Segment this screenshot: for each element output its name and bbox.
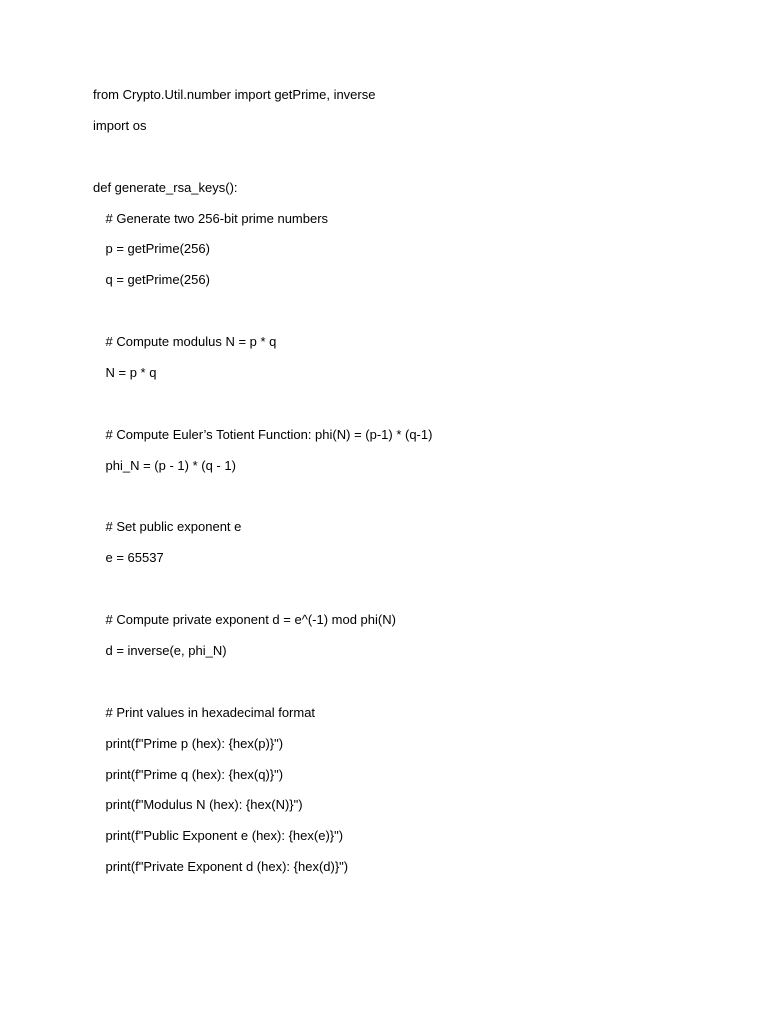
code-line: d = inverse(e, phi_N) <box>105 643 227 659</box>
code-line: print(f"Modulus N (hex): {hex(N)}") <box>105 797 303 813</box>
code-line: N = p * q <box>105 365 157 381</box>
code-comment: # Compute modulus N = p * q <box>105 334 277 350</box>
blank-line <box>93 394 693 425</box>
code-line: phi_N = (p - 1) * (q - 1) <box>105 457 236 473</box>
code-line: e = 65537 <box>105 550 164 566</box>
code-comment: # Set public exponent e <box>105 519 242 535</box>
code-line: print(f"Prime p (hex): {hex(p)}") <box>105 735 284 751</box>
code-line: def generate_rsa_keys(): <box>93 179 238 195</box>
code-line: import os <box>93 117 147 133</box>
blank-line <box>93 487 693 518</box>
blank-line <box>93 672 693 703</box>
document-body <box>93 85 693 888</box>
code-line: print(f"Private Exponent d (hex): {hex(d)}") <box>105 859 349 875</box>
code-line: p = getPrime(256) <box>105 241 210 257</box>
code-comment: # Compute private exponent d = e^(-1) mod phi(N) <box>105 612 396 628</box>
code-line: from Crypto.Util.number import getPrime, inverse <box>93 87 376 102</box>
code-line: print(f"Prime q (hex): {hex(q)}") <box>105 766 284 782</box>
code-line: q = getPrime(256) <box>105 272 210 288</box>
code-comment: # Print values in hexadecimal format <box>105 704 316 720</box>
code-line: print(f"Public Exponent e (hex): {hex(e)}") <box>105 828 344 844</box>
blank-line <box>93 579 693 610</box>
blank-line <box>93 147 693 178</box>
blank-line <box>93 301 693 332</box>
code-comment: # Generate two 256-bit prime numbers <box>105 210 329 226</box>
code-comment: # Compute Euler’s Totient Function: phi(N) = (p-1) * (q-1) <box>105 426 433 442</box>
